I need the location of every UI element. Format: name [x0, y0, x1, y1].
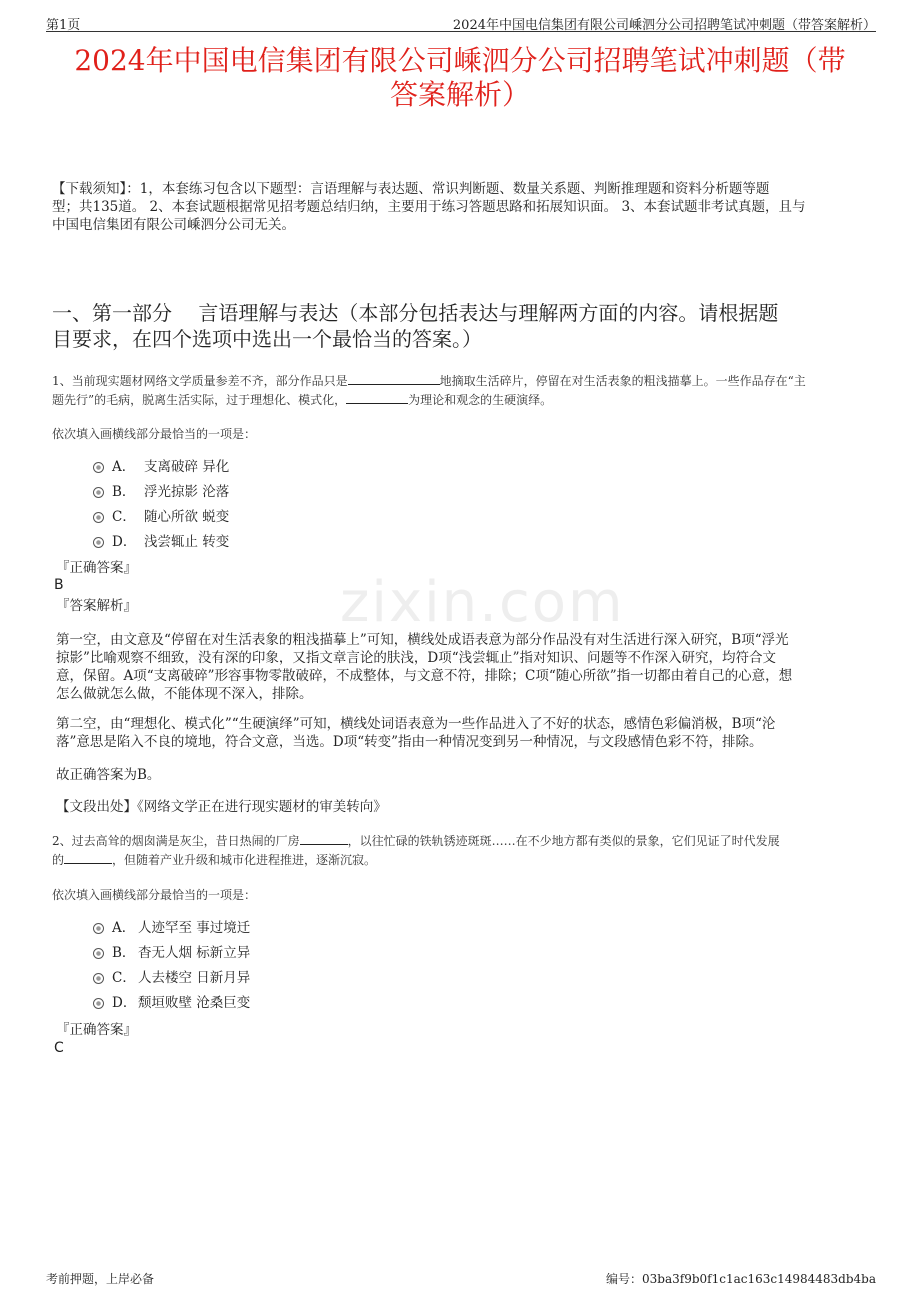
option-letter: B．: [112, 945, 136, 961]
page-title: [40, 44, 880, 112]
option-text: 浮光掠影 沦落: [144, 484, 230, 500]
q1-text: 为理论和观念的生硬演绎。: [408, 393, 553, 407]
analysis-paragraph-2: [56, 715, 876, 751]
question-2-line2: [52, 851, 872, 870]
answer-label: 『正确答案』: [56, 560, 137, 576]
option-d[interactable]: [93, 994, 250, 1012]
option-text: 人去楼空 日新月异: [138, 970, 251, 986]
download-notice: [52, 180, 870, 234]
answer-label: 『正确答案』: [56, 1022, 137, 1038]
page-number: 第1页: [46, 18, 81, 33]
q2-text: ，以往忙碌的铁轨锈迹斑斑……在不少地方都有类似的景象，它们见证了时代发展: [347, 834, 780, 848]
option-d[interactable]: [93, 533, 229, 551]
option-text: 随心所欲 蜕变: [144, 509, 230, 525]
source-citation: 【文段出处】《网络文学正在进行现实题材的审美转向》: [56, 799, 387, 815]
question-1-lead: 依次填入画横线部分最恰当的一项是：: [52, 427, 257, 441]
option-text: 支离破碎 异化: [144, 459, 230, 475]
q1-text: 地摘取生活碎片，停留在对生活表象的粗浅描摹上。一些作品存在“主: [439, 374, 806, 388]
radio-icon[interactable]: [93, 487, 104, 498]
analysis-line: 意，保留。A项“支离破碎”形容事物零散破碎，不成整体，与文意不符，排除；C项“随心所欲”指一切都由着自己的心意，想: [56, 668, 793, 684]
question-2-stem: [52, 832, 872, 870]
fill-blank: [64, 851, 112, 864]
option-letter: C．: [112, 970, 136, 986]
page-title-line1: 2024年中国电信集团有限公司嵊泗分公司招聘笔试冲刺题（带: [74, 44, 846, 77]
header-divider: [46, 31, 876, 32]
option-b[interactable]: [93, 483, 229, 501]
watermark: zixin.com: [340, 570, 625, 635]
analysis-line: 第二空，由“理想化、模式化”“生硬演绎”可知，横线处词语表意为一些作品进入了不好的状态，感情色彩偏消极，B项“沦: [56, 716, 776, 732]
radio-icon[interactable]: [93, 462, 104, 473]
option-a[interactable]: [93, 458, 229, 476]
section-heading-line1: 一、第一部分 言语理解与表达（本部分包括表达与理解两方面的内容。请根据题: [52, 301, 779, 325]
fill-blank: [348, 372, 440, 385]
fill-blank: [346, 391, 408, 404]
option-letter: D．: [112, 534, 137, 550]
option-a[interactable]: [93, 919, 250, 937]
footer-slogan: 考前押题，上岸必备: [46, 1272, 155, 1286]
option-text: 人迹罕至 事过境迁: [138, 920, 251, 936]
radio-icon[interactable]: [93, 998, 104, 1009]
question-1-stem: [52, 372, 872, 410]
q1-text: 题先行”的毛病，脱离生活实际，过于理想化、模式化，: [52, 393, 347, 407]
section-heading: [52, 300, 870, 352]
option-text: 浅尝辄止 转变: [144, 534, 230, 550]
correct-answer: C: [54, 1040, 64, 1056]
question-1-line1: [52, 372, 872, 391]
header-doc-title: 2024年中国电信集团有限公司嵊泗分公司招聘笔试冲刺题（带答案解析）: [452, 18, 876, 33]
option-letter: A．: [112, 459, 136, 475]
analysis-line: 掠影”比喻观察不细致，没有深的印象，又指文章言论的肤浅，D项“浅尝辄止”指对知识、问题等不作深入研究，均符合文: [56, 650, 777, 666]
notice-line: 中国电信集团有限公司嵊泗分公司无关。: [52, 217, 295, 233]
q2-text: 2、过去高耸的烟囱满是灰尘，昔日热闹的厂房: [52, 834, 300, 848]
footer-document-id: 编号：03ba3f9b0f1c1ac163c14984483db4ba: [606, 1272, 876, 1286]
notice-line: 【下载须知】：1，本套练习包含以下题型：言语理解与表达题、常识判断题、数量关系题、判断推理题和资料分析题等题: [52, 181, 770, 197]
analysis-line: 怎么做就怎么做，不能体现不深入，排除。: [56, 686, 313, 702]
option-letter: B．: [112, 484, 136, 500]
analysis-line: 落”意思是陷入不良的境地，符合文意，当选。D项“转变”指由一种情况变到另一种情况，与文段感情色彩不符，排除。: [56, 734, 763, 750]
option-c[interactable]: [93, 969, 250, 987]
notice-line: 型；共135道。 2、本套试题根据常见招考题总结归纳，主要用于练习答题思路和拓展知识面。 3、本套试题非考试真题，且与: [52, 199, 806, 215]
question-2-line1: [52, 832, 872, 851]
radio-icon[interactable]: [93, 512, 104, 523]
analysis-label: 『答案解析』: [56, 598, 137, 614]
q2-text: 的: [52, 853, 65, 867]
radio-icon[interactable]: [93, 537, 104, 548]
option-text: 颓垣败壁 沧桑巨变: [138, 995, 251, 1011]
radio-icon[interactable]: [93, 948, 104, 959]
option-letter: D．: [112, 995, 137, 1011]
option-text: 杳无人烟 标新立异: [138, 945, 251, 961]
option-letter: A．: [112, 920, 136, 936]
question-2-lead: 依次填入画横线部分最恰当的一项是：: [52, 888, 257, 902]
correct-answer: B: [54, 577, 64, 593]
q1-text: 1、当前现实题材网络文学质量参差不齐，部分作品只是: [52, 374, 348, 388]
page-title-line2: 答案解析）: [389, 78, 530, 111]
section-heading-line2: 目要求，在四个选项中选出一个最恰当的答案。）: [52, 327, 482, 351]
option-b[interactable]: [93, 944, 250, 962]
analysis-line: 第一空，由文意及“停留在对生活表象的粗浅描摹上”可知，横线处成语表意为部分作品没有对生活进行深入研究，B项“浮光: [56, 632, 789, 648]
conclusion: 故正确答案为B。: [56, 767, 161, 783]
radio-icon[interactable]: [93, 923, 104, 934]
analysis-paragraph-1: [56, 631, 876, 703]
radio-icon[interactable]: [93, 973, 104, 984]
question-1-line2: [52, 391, 872, 410]
option-c[interactable]: [93, 508, 229, 526]
option-letter: C．: [112, 509, 136, 525]
q2-text: ，但随着产业升级和城市化进程推进，逐渐沉寂。: [112, 853, 377, 867]
fill-blank: [300, 832, 348, 845]
